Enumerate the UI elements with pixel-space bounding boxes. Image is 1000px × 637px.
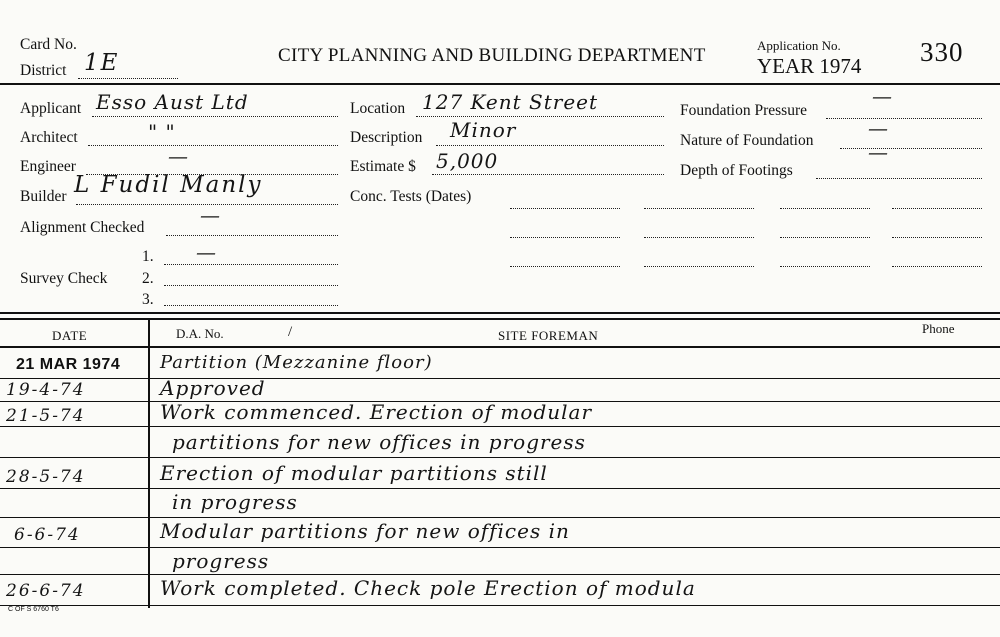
- date-column-header: DATE: [52, 328, 88, 343]
- location-label: Location: [350, 100, 406, 117]
- district-label: District: [20, 62, 67, 79]
- table-top-rule: [0, 312, 1000, 314]
- log-entry-text: Erection of modular partitions still: [160, 461, 548, 485]
- survey-line-3-number: 3.: [142, 291, 154, 308]
- log-entry-text: in progress: [172, 490, 298, 514]
- log-entry-text: Partition (Mezzanine floor): [160, 352, 433, 373]
- date-column-divider: [148, 318, 150, 608]
- alignment-label: Alignment Checked: [20, 219, 145, 236]
- builder-value: L Fudil Manly: [74, 172, 263, 198]
- builder-label: Builder: [20, 188, 67, 205]
- header-rule: [0, 83, 1000, 85]
- location-value: 127 Kent Street: [422, 90, 599, 114]
- conc-tests-label: Conc. Tests (Dates): [350, 188, 472, 205]
- log-entry-text: Work completed. Check pole Erection of modula: [160, 576, 696, 600]
- form-code: C OF S 6760 T6: [8, 606, 59, 613]
- log-entry-text: progress: [172, 549, 270, 573]
- district-value: 1E: [84, 50, 120, 76]
- architect-value: " ": [148, 120, 176, 144]
- engineer-value: —: [168, 144, 189, 168]
- log-entry-text: Approved: [160, 376, 266, 400]
- log-entry-date: 6-6-74: [14, 525, 81, 545]
- log-entry-date: 21-5-74: [6, 406, 86, 426]
- da-no-column-header: D.A. No.: [176, 326, 224, 341]
- description-label: Description: [350, 129, 423, 146]
- year-label: YEAR 1974: [757, 54, 862, 78]
- architect-label: Architect: [20, 129, 78, 146]
- site-foreman-column-header: SITE FOREMAN: [498, 328, 599, 343]
- nature-of-foundation-label: Nature of Foundation: [680, 132, 814, 149]
- engineer-label: Engineer: [20, 158, 76, 175]
- survey-check-label: Survey Check: [20, 270, 108, 287]
- applicant-value: Esso Aust Ltd: [96, 90, 249, 114]
- applicant-label: Applicant: [20, 100, 82, 117]
- log-entry-date: 21 MAR 1974: [16, 356, 121, 373]
- nature-of-foundation-value: —: [868, 116, 889, 140]
- survey-line-2-number: 2.: [142, 270, 154, 287]
- log-entry-date: 28-5-74: [6, 467, 86, 487]
- log-entry-date: 19-4-74: [6, 380, 86, 400]
- survey-line-1-number: 1.: [142, 248, 154, 265]
- application-no-label: Application No.: [757, 38, 841, 53]
- department-title: CITY PLANNING AND BUILDING DEPARTMENT: [278, 45, 706, 66]
- phone-column-header: Phone: [922, 321, 955, 336]
- card-no-label: Card No.: [20, 36, 77, 53]
- estimate-value: 5,000: [436, 149, 499, 173]
- district-line: [78, 78, 178, 79]
- foundation-pressure-label: Foundation Pressure: [680, 102, 808, 119]
- alignment-value: —: [200, 203, 221, 227]
- log-entry-text: partitions for new offices in progress: [172, 430, 586, 454]
- application-number: 330: [920, 37, 964, 67]
- log-entry-date: 26-6-74: [6, 581, 86, 601]
- estimate-label: Estimate $: [350, 158, 416, 175]
- log-entry-text: Work commenced. Erection of modular: [160, 400, 593, 424]
- table-header-rule: [0, 346, 1000, 348]
- log-entry-text: Modular partitions for new offices in: [160, 519, 570, 543]
- da-no-slash: /: [288, 324, 293, 340]
- survey-line-1-value: —: [196, 240, 217, 264]
- depth-of-footings-value: —: [868, 140, 889, 164]
- foundation-pressure-value: —: [872, 84, 893, 108]
- depth-of-footings-label: Depth of Footings: [680, 162, 793, 179]
- description-value: Minor: [450, 118, 517, 142]
